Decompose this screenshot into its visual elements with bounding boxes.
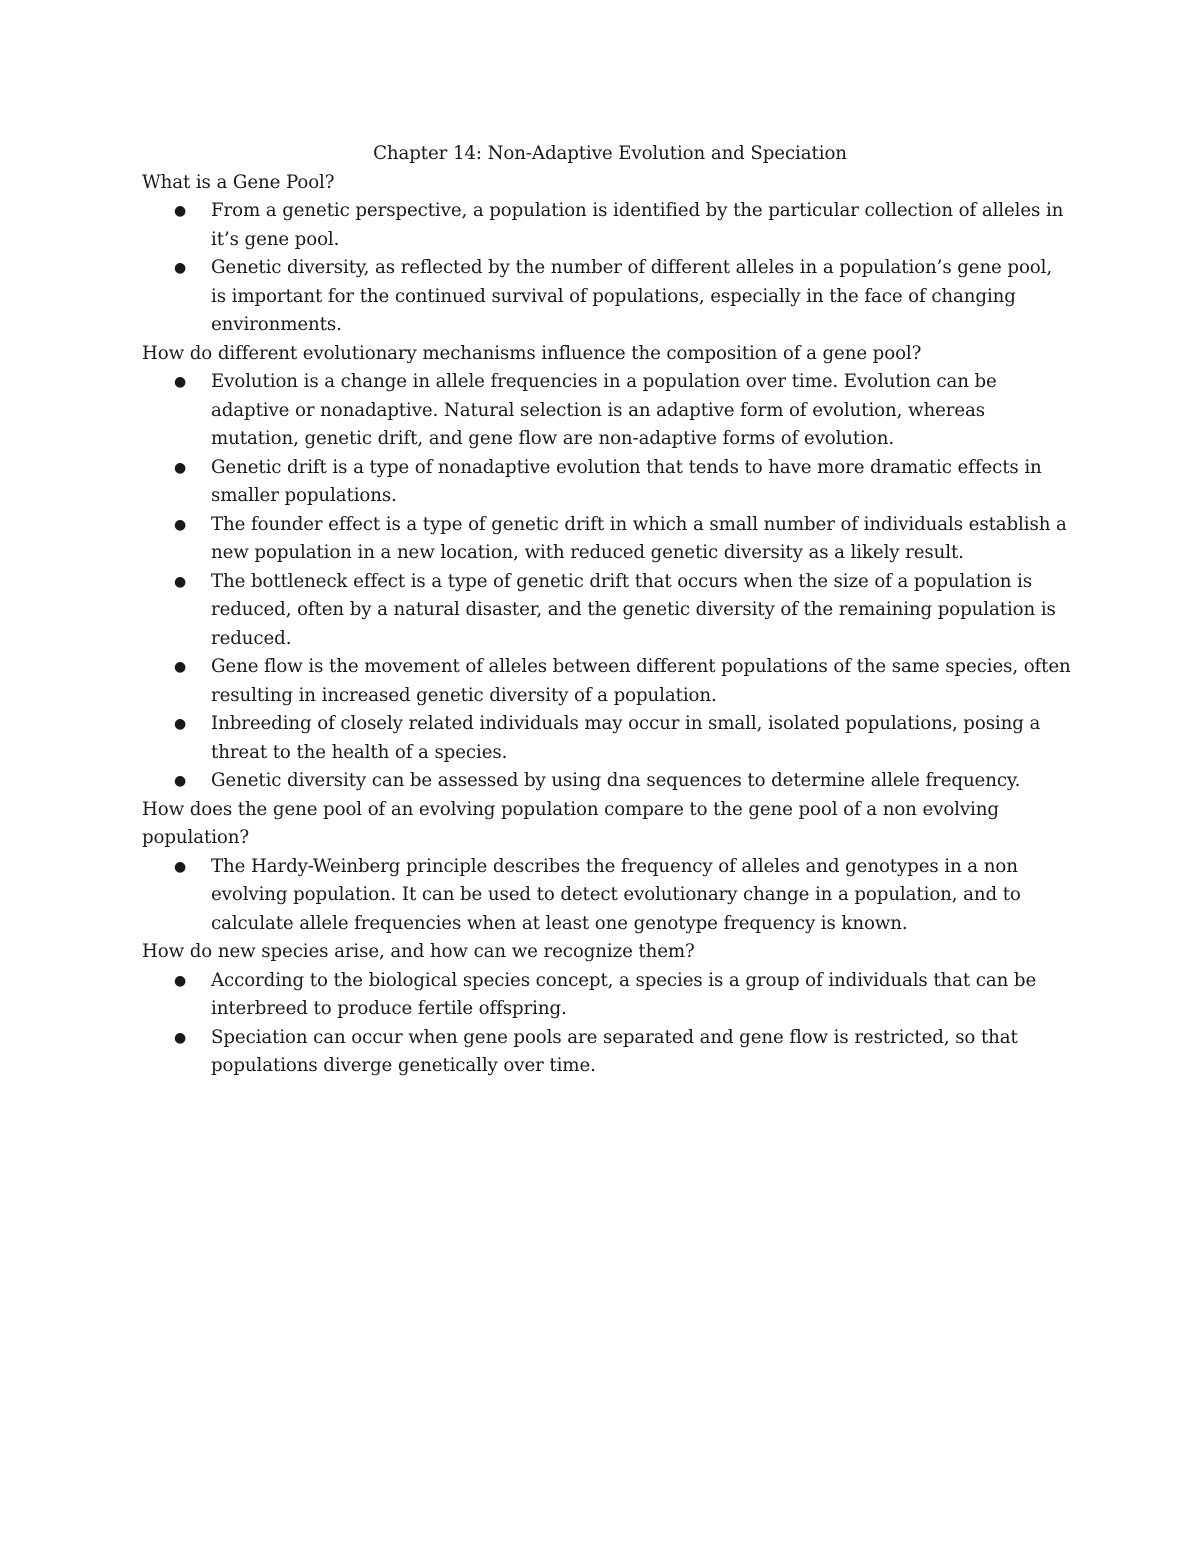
list-item bbox=[174, 1024, 1072, 1081]
list-item bbox=[174, 197, 1072, 254]
list-item-text: According to the biological species concept, a species is a group of individuals that can be interbreed to produce fertile offspring. bbox=[211, 969, 1037, 1019]
list-item bbox=[174, 853, 1072, 939]
list-item bbox=[174, 511, 1072, 568]
bullet-icon: ● bbox=[174, 1029, 187, 1046]
bullet-icon: ● bbox=[174, 459, 187, 476]
section-question: What is a Gene Pool? bbox=[142, 171, 335, 193]
section-question: How do different evolutionary mechanisms influence the composition of a gene pool? bbox=[142, 342, 922, 364]
list-item-text: The founder effect is a type of genetic drift in which a small number of individuals establish a new population in a new location, with reduced genetic diversity as a likely result. bbox=[211, 513, 1067, 563]
section-gene-pool bbox=[142, 169, 1072, 340]
bullet-icon: ● bbox=[174, 773, 187, 789]
list-item bbox=[174, 653, 1072, 710]
list-item bbox=[174, 568, 1072, 654]
list-item-text: Speciation can occur when gene pools are separated and gene flow is restricted, so that populations diverge genetically over time. bbox=[211, 1026, 1018, 1076]
bullet-icon: ● bbox=[174, 374, 187, 390]
section-evolving-vs-non-evolving bbox=[142, 796, 1072, 939]
list-item-text: Evolution is a change in allele frequencies in a population over time. Evolution can be adaptive or nonadaptive. Natural selection is an adaptive form of evolution, whereas mutation, genetic drift, and gene flow are non-adaptive forms of evolution. bbox=[211, 371, 997, 449]
list-item-text: Genetic diversity, as reflected by the number of different alleles in a population’s gene pool, is important for the continued survival of populations, especially in the face of changing environments. bbox=[211, 257, 1053, 335]
list-item bbox=[174, 454, 1072, 511]
section-evolutionary-mechanisms bbox=[142, 340, 1072, 796]
bullet-icon: ● bbox=[174, 203, 187, 219]
section-question: How does the gene pool of an evolving population compare to the gene pool of a non evolving population? bbox=[142, 798, 999, 848]
list-item-text: The Hardy-Weinberg principle describes the frequency of alleles and genotypes in a non evolving population. It can be used to detect evolutionary change in a population, and to calculate allele frequencies when at least one genotype frequency is known. bbox=[211, 855, 1021, 934]
list-item-text: Genetic drift is a type of nonadaptive evolution that tends to have more dramatic effects in smaller populations. bbox=[211, 456, 1042, 506]
bullet-icon: ● bbox=[174, 972, 187, 989]
section-question: How do new species arise, and how can we recognize them? bbox=[142, 941, 695, 962]
bullet-icon: ● bbox=[174, 659, 187, 675]
section-new-species bbox=[142, 938, 1072, 1081]
list-item bbox=[174, 967, 1072, 1024]
bullet-icon: ● bbox=[174, 716, 187, 732]
list-item-text: Inbreeding of closely related individuals may occur in small, isolated populations, posing a threat to the health of a species. bbox=[211, 713, 1041, 763]
list-item bbox=[174, 254, 1072, 340]
bullet-icon: ● bbox=[174, 858, 187, 875]
document-page bbox=[142, 140, 1072, 1081]
list-item bbox=[174, 368, 1072, 454]
document-title: Chapter 14: Non-Adaptive Evolution and Speciation bbox=[373, 143, 847, 164]
bullet-list bbox=[142, 853, 1072, 939]
bullet-icon: ● bbox=[174, 260, 187, 276]
bullet-list bbox=[142, 967, 1072, 1081]
bullet-list bbox=[142, 197, 1072, 340]
list-item-text: Gene flow is the movement of alleles between different populations of the same species, often resulting in increased genetic diversity of a population. bbox=[211, 656, 1071, 706]
bullet-icon: ● bbox=[174, 516, 187, 533]
bullet-list bbox=[142, 368, 1072, 796]
bullet-icon: ● bbox=[174, 573, 187, 590]
list-item-text: Genetic diversity can be assessed by using dna sequences to determine allele frequency. bbox=[211, 770, 1021, 791]
list-item bbox=[174, 767, 1072, 796]
list-item-text: The bottleneck effect is a type of genetic drift that occurs when the size of a population is reduced, often by a natural disaster, and the genetic diversity of the remaining population is reduced. bbox=[211, 570, 1056, 649]
list-item-text: From a genetic perspective, a population is identified by the particular collection of alleles in it’s gene pool. bbox=[211, 200, 1064, 250]
list-item bbox=[174, 710, 1072, 767]
